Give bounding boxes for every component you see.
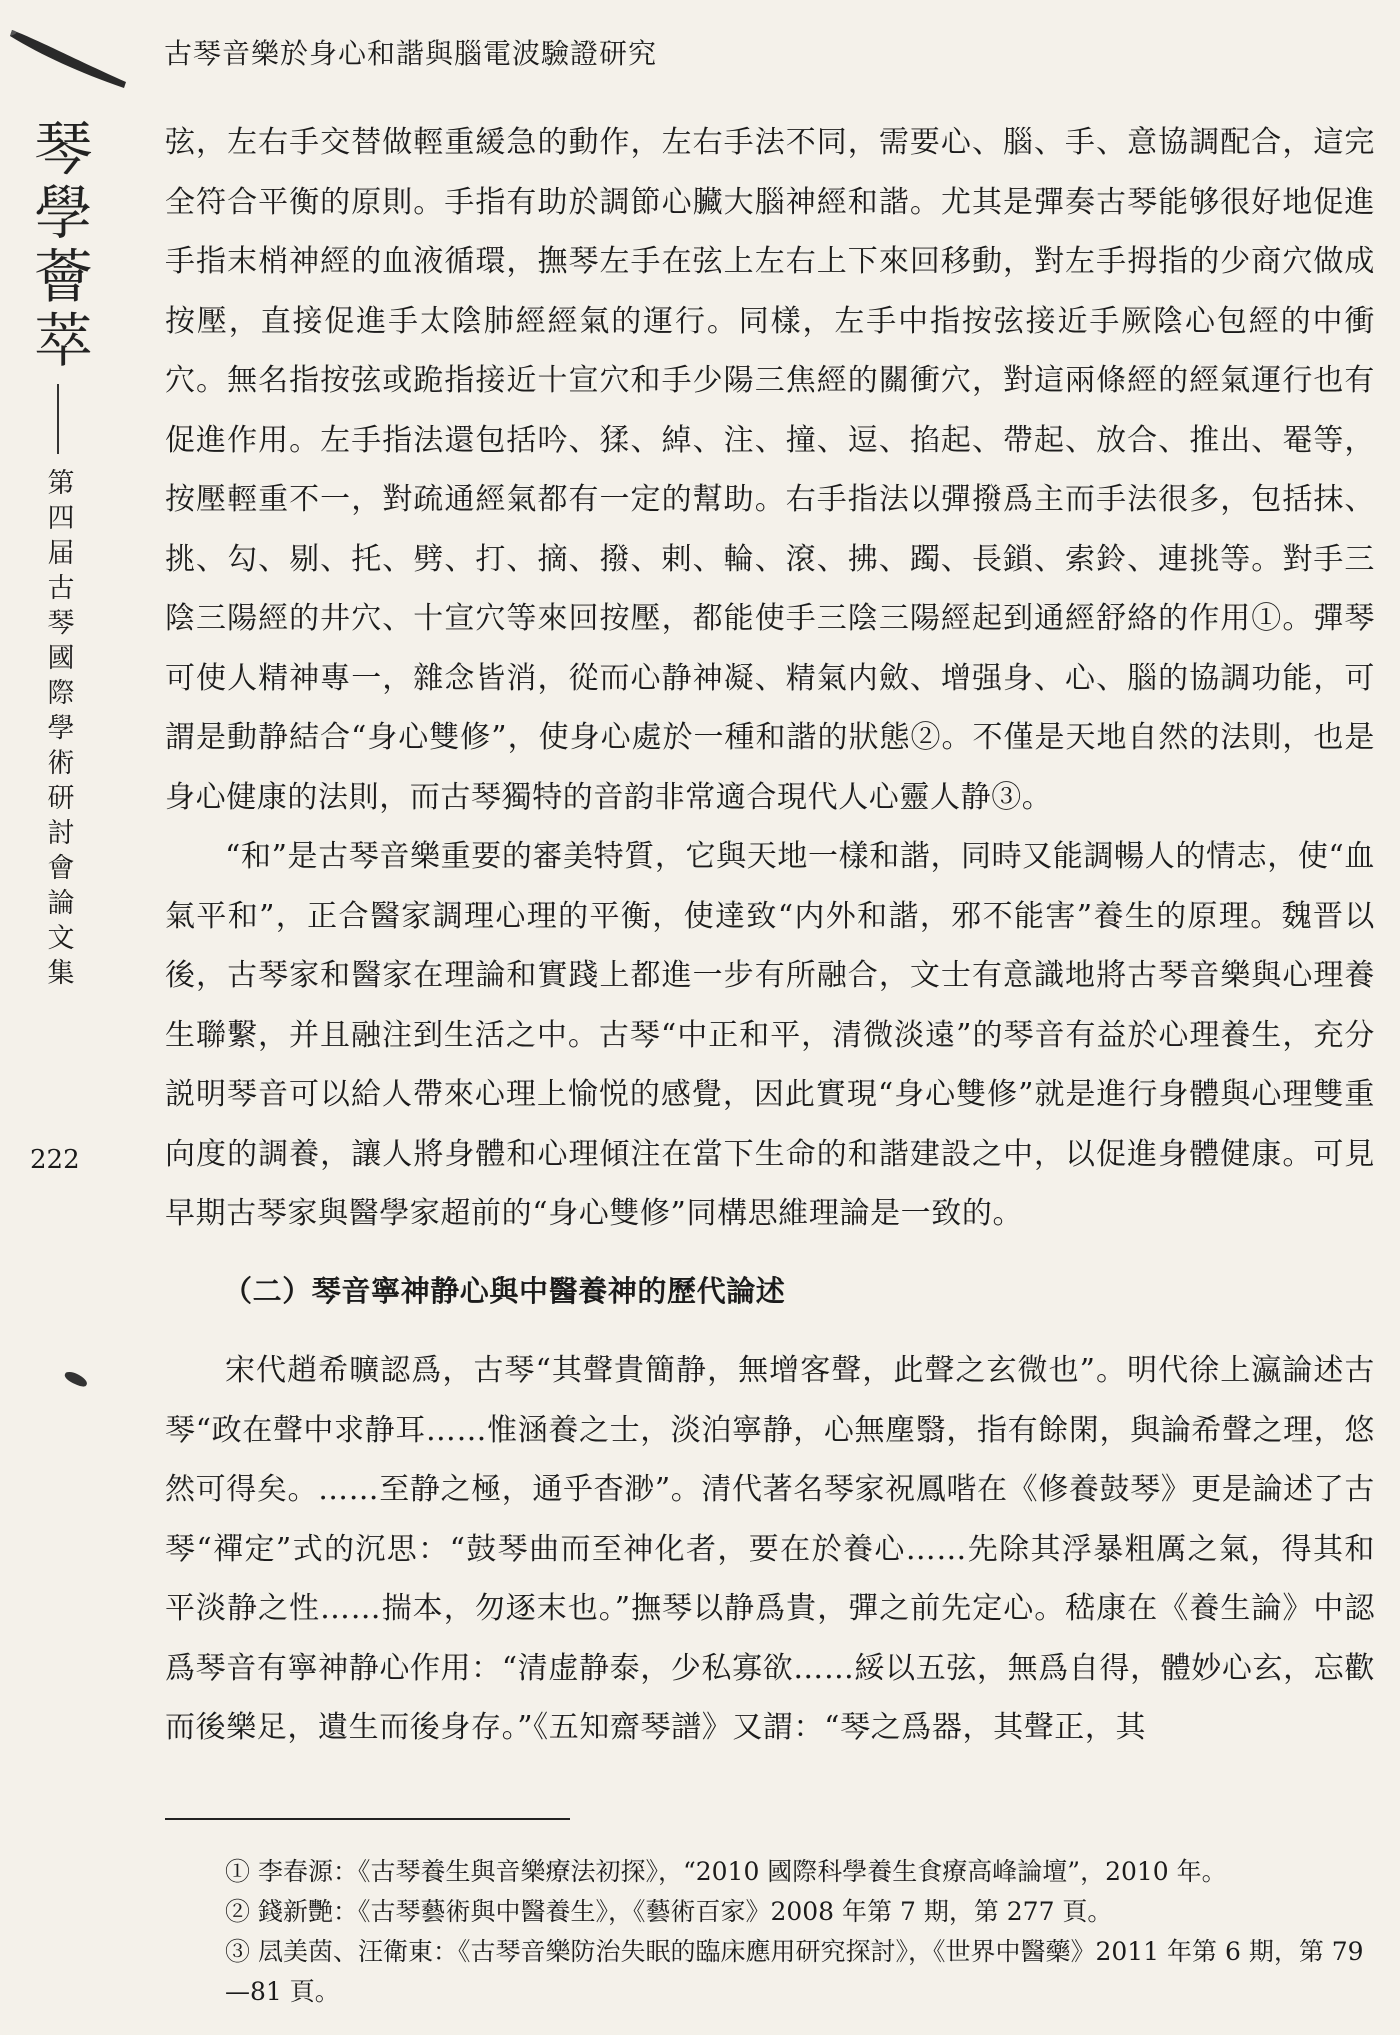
book-title-calligraphy: 琴學薈萃 — [24, 118, 93, 374]
book-subtitle-vertical: 第四届古琴國際學術研討會論文集 — [42, 468, 74, 993]
footnote-separator — [165, 1818, 570, 1820]
running-header: 古琴音樂於身心和諧與腦電波驗證研究 — [164, 37, 658, 70]
section-heading: （二）琴音寧神静心與中醫養神的歷代論述 — [223, 1273, 786, 1308]
ink-mark-icon — [63, 1369, 89, 1388]
body-paragraph-2: “和”是古琴音樂重要的審美特質，它與天地一樣和諧，同時又能調暢人的情志，使“血氣平和”，正合醫家調理心理的平衡，使達致“内外和諧，邪不能害”養生的原理。魏晋以後，古琴家和醫家在理論和實踐上都進一步有所融合，文士有意識地將古琴音樂與心理養生聯繫，并且融注到生活之中。古琴“中正和平，清微淡遠”的琴音有益於心理養生，充分説明琴音可以給人帶來心理上愉悦的感覺，因此實現“身心雙修”就是進行身體與心理雙重向度的調養，讓人將身體和心理傾注在當下生命的和諧建設之中，以促進身體健康。可見早期古琴家與醫學家超前的“身心雙修”同構思維理論是一致的。 — [165, 839, 1375, 1231]
sidebar-divider — [57, 384, 59, 454]
footnote-2: ② 錢新艷：《古琴藝術與中醫養生》，《藝術百家》2008 年第 7 期，第 277 頁。 — [225, 1897, 1113, 1926]
main-body — [165, 113, 1375, 1758]
footnote-1: ① 李春源：《古琴養生與音樂療法初探》，“2010 國際科學養生食療高峰論壇”，2010 年。 — [225, 1857, 1227, 1886]
page-number: 222 — [30, 1145, 80, 1175]
brush-decoration-icon — [8, 22, 128, 92]
footnotes — [165, 1852, 1375, 2012]
body-paragraph-3: 宋代趙希曠認爲，古琴“其聲貴簡静，無增客聲，此聲之玄微也”。明代徐上瀛論述古琴“政在聲中求静耳……惟涵養之士，淡泊寧静，心無塵翳，指有餘閑，與論希聲之理，悠然可得矣。……至静之極，通乎杳渺”。清代著名琴家祝鳳喈在《修養鼓琴》更是論述了古琴“禪定”式的沉思：“鼓琴曲而至神化者，要在於養心……先除其浮暴粗厲之氣，得其和平淡静之性……揣本，勿逐末也。”撫琴以静爲貴，彈之前先定心。嵇康在《養生論》中認爲琴音有寧神静心作用：“清虚静泰，少私寡欲……綏以五弦，無爲自得，體妙心玄，忘歡而後樂足，遺生而後身存。”《五知齋琴譜》又謂：“琴之爲器，其聲正，其 — [165, 1353, 1375, 1745]
book-sidebar — [22, 118, 94, 993]
body-paragraph-1: 弦，左右手交替做輕重緩急的動作，左右手法不同，需要心、腦、手、意協調配合，這完全符合平衡的原則。手指有助於調節心臟大腦神經和諧。尤其是彈奏古琴能够很好地促進手指末梢神經的血液循環，撫琴左手在弦上左右上下來回移動，對左手拇指的少商穴做成按壓，直接促進手太陰肺經經氣的運行。同樣，左手中指按弦接近手厥陰心包經的中衝穴。無名指按弦或跪指接近十宣穴和手少陽三焦經的關衝穴，對這兩條經的經氣運行也有促進作用。左手指法還包括吟、猱、綽、注、撞、逗、掐起、帶起、放合、推出、罨等，按壓輕重不一，對疏通經氣都有一定的幫助。右手指法以彈撥爲主而手法很多，包括抹、挑、勾、剔、托、劈、打、摘、撥、剌、輪、滾、拂、躅、長鎖、索鈴、連挑等。對手三陰三陽經的井穴、十宣穴等來回按壓，都能使手三陰三陽經起到通經舒絡的作用①。彈琴可使人精神專一，雜念皆消，從而心静神凝、精氣内斂、增强身、心、腦的協調功能，可謂是動静結合“身心雙修”，使身心處於一種和諧的狀態②。不僅是天地自然的法則，也是身心健康的法則，而古琴獨特的音韵非常適合現代人心靈人静③。 — [165, 125, 1375, 815]
footnote-3: ③ 凨美茵、汪衛東：《古琴音樂防治失眠的臨床應用研究探討》，《世界中醫藥》2011 年第 6 期，第 79—81 頁。 — [225, 1937, 1364, 2006]
